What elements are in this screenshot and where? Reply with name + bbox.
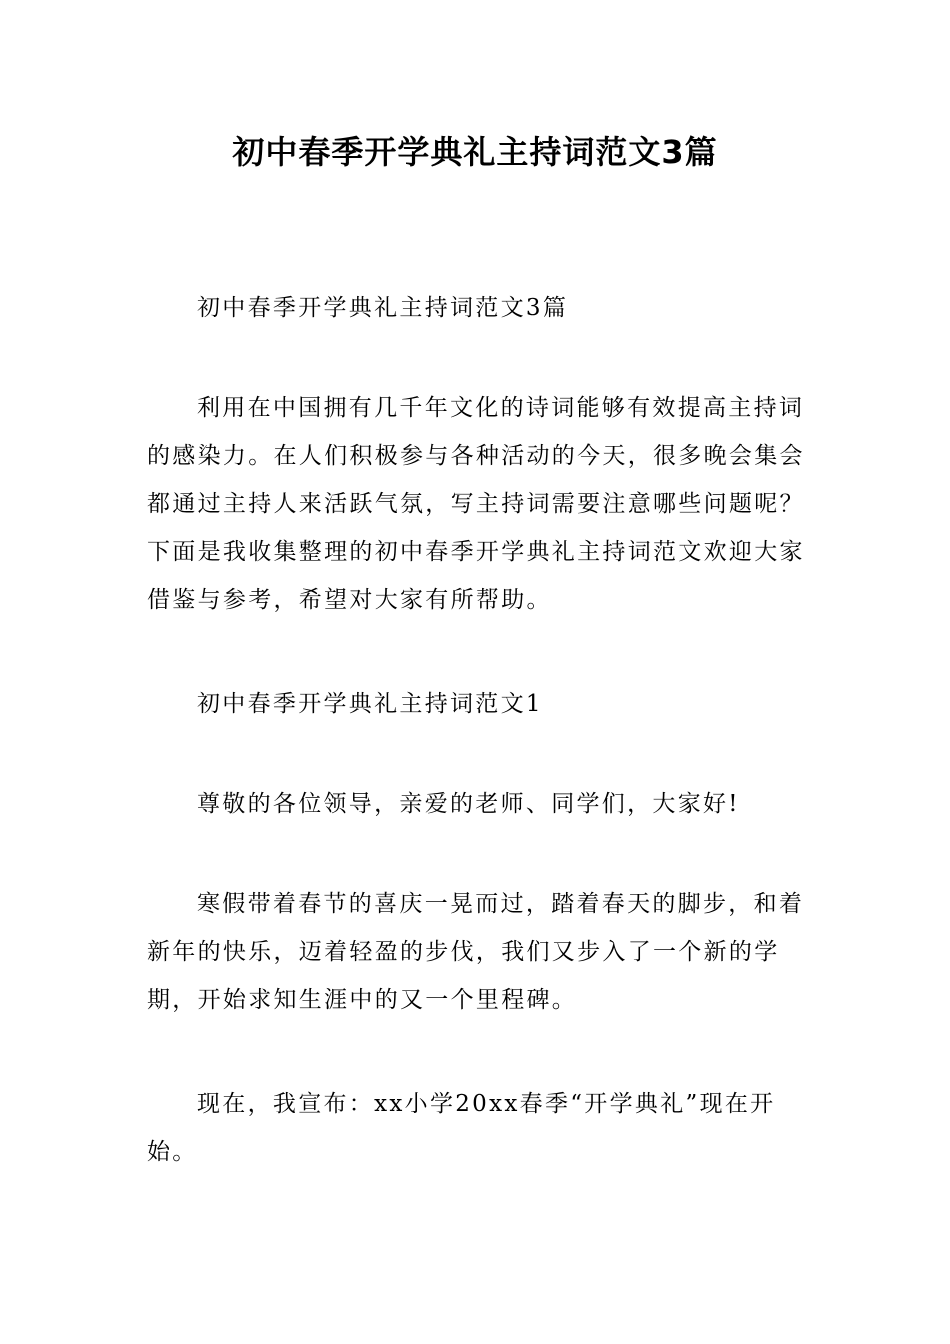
section-heading-1: 初中春季开学典礼主持词范文1	[197, 691, 543, 717]
greeting-paragraph: 尊敬的各位领导，亲爱的老师、同学们，大家好!	[197, 791, 740, 817]
body-paragraph: 寒假带着春节的喜庆一晃而过，踏着春天的脚步，和着新年的快乐，迈着轻盈的步伐，我们又步入了一个新的学期，开始求知生涯中的又一个里程碑。	[147, 891, 805, 1013]
document-title: 初中春季开学典礼主持词范文3篇	[232, 133, 718, 171]
document-subtitle: 初中春季开学典礼主持词范文3篇	[197, 295, 569, 321]
intro-paragraph: 利用在中国拥有几千年文化的诗词能够有效提高主持词的感染力。在人们积极参与各种活动的今天，很多晚会集会都通过主持人来活跃气氛，写主持词需要注意哪些问题呢？下面是我收集整理的初中春季开学典礼主持词范文欢迎大家借鉴与参考，希望对大家有所帮助。	[147, 395, 805, 613]
announcement-paragraph: 现在，我宣布：xx小学20xx春季“开学典礼”现在开始。	[147, 1091, 776, 1165]
